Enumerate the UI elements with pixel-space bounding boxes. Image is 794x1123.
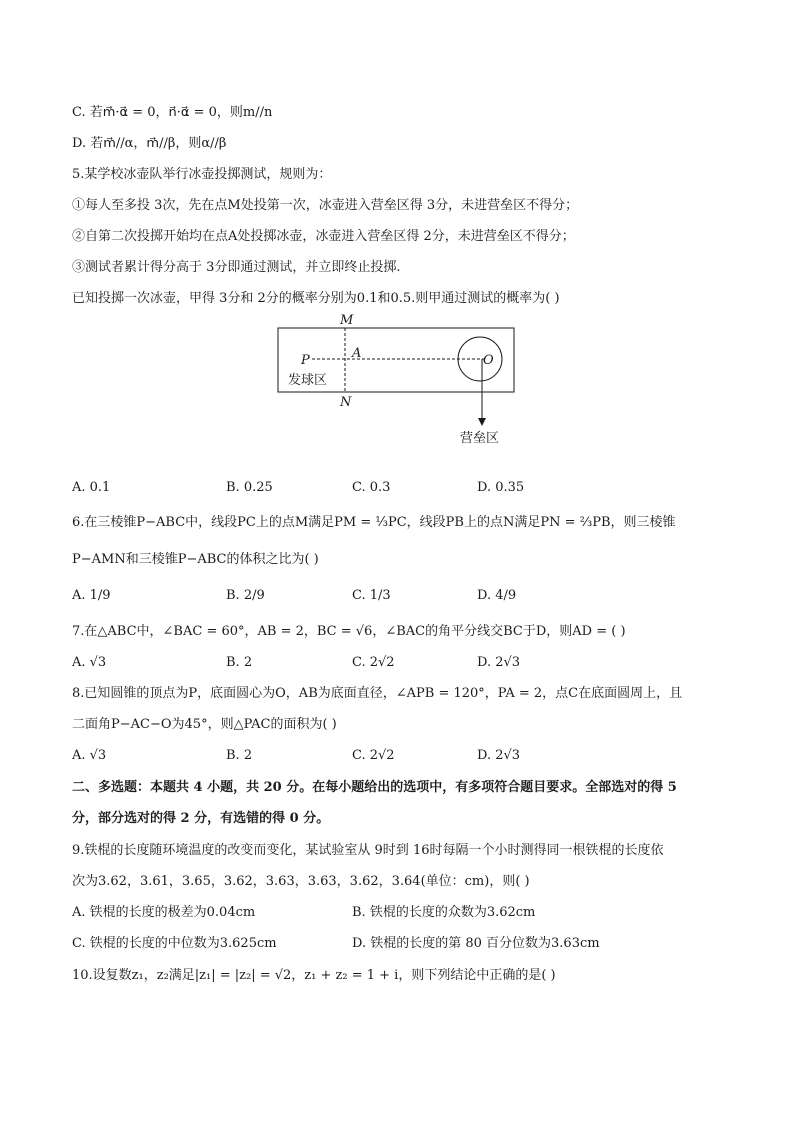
- q9-option-a: A. 铁棍的长度的极差为0.04cm: [72, 905, 256, 920]
- section-2-heading-cont: 分，部分选对的得 2 分，有选错的得 0 分。: [72, 811, 330, 826]
- question-6-stem: 6.在三棱锥P−ABC中，线段PC上的点M满足PM = ⅓PC，线段PB上的点N满足PN = ⅔PB，则三棱锥: [72, 515, 676, 530]
- question-8-stem: 8.已知圆锥的顶点为P，底面圆心为O，AB为底面直径，∠APB = 120°，PA = 2，点C在底面圆周上，且: [72, 686, 683, 701]
- q7-option-d: D. 2√3: [477, 655, 521, 670]
- q6-option-b: B. 2/9: [226, 588, 265, 603]
- question-5-condition: 已知投掷一次冰壶，甲得 3分和 2分的概率分别为0.1和0.5.则甲通过测试的概率为( ): [72, 291, 560, 306]
- label-house-area: 营垒区: [460, 431, 500, 446]
- question-9-stem-cont: 次为3.62，3.61，3.65，3.62，3.63，3.63，3.62，3.64(单位：cm)，则( ): [72, 874, 530, 889]
- q7-option-c: C. 2√2: [352, 655, 395, 670]
- q8-option-b: B. 2: [226, 748, 253, 763]
- question-9-stem: 9.铁棍的长度随环境温度的改变而变化，某试验室从 9时到 16时每隔一个小时测得同一根铁棍的长度依: [72, 843, 664, 858]
- label-a: A: [352, 346, 362, 361]
- label-n: N: [340, 395, 352, 410]
- section-2-heading: 二、多选题：本题共 4 小题，共 20 分。在每小题给出的选项中，有多项符合题目要求。全部选对的得 5: [72, 780, 677, 795]
- question-5-rule-1: ①每人至多投 3次，先在点M处投第一次，冰壶进入营垒区得 3分，未进营垒区不得分；: [72, 198, 579, 213]
- house-pointer-arrow: [478, 418, 486, 426]
- q7-option-b: B. 2: [226, 655, 253, 670]
- q9-option-b: B. 铁棍的长度的众数为3.62cm: [352, 905, 536, 920]
- q4-option-d: D. 若m⃗//α，m⃗//β，则α//β: [72, 136, 227, 151]
- q5-option-b: B. 0.25: [226, 480, 273, 495]
- question-10-stem: 10.设复数z₁，z₂满足|z₁| = |z₂| = √2，z₁ + z₂ = 1 + i，则下列结论中正确的是( ): [72, 968, 556, 983]
- label-o: O: [483, 353, 494, 368]
- question-5-rule-2: ②自第二次投掷开始均在点A处投掷冰壶，冰壶进入营垒区得 2分，未进营垒区不得分；: [72, 229, 575, 244]
- q5-option-d: D. 0.35: [477, 480, 525, 495]
- label-tee-area: 发球区: [288, 373, 328, 388]
- question-6-stem-cont: P−AMN和三棱锥P−ABC的体积之比为( ): [72, 552, 319, 567]
- q6-option-c: C. 1/3: [352, 588, 391, 603]
- q6-option-a: A. 1/9: [72, 588, 111, 603]
- q8-option-c: C. 2√2: [352, 748, 395, 763]
- q6-option-d: D. 4/9: [477, 588, 517, 603]
- label-p: P: [301, 353, 310, 368]
- label-m: M: [340, 313, 354, 328]
- question-5-stem: 5.某学校冰壶队举行冰壶投掷测试，规则为：: [72, 167, 332, 182]
- question-8-stem-cont: 二面角P−AC−O为45°，则△PAC的面积为( ): [72, 717, 337, 732]
- question-5-rule-3: ③测试者累计得分高于 3分即通过测试，并立即终止投掷.: [72, 260, 401, 275]
- q8-option-a: A. √3: [72, 748, 107, 763]
- q9-option-c: C. 铁棍的长度的中位数为3.625cm: [72, 936, 277, 951]
- q8-option-d: D. 2√3: [477, 748, 521, 763]
- q7-option-a: A. √3: [72, 655, 107, 670]
- q5-option-a: A. 0.1: [72, 480, 111, 495]
- curling-diagram: [270, 312, 520, 452]
- question-7-stem: 7.在△ABC中，∠BAC = 60°，AB = 2，BC = √6，∠BAC的角平分线交BC于D，则AD = ( ): [72, 624, 626, 639]
- q5-option-c: C. 0.3: [352, 480, 391, 495]
- q9-option-d: D. 铁棍的长度的第 80 百分位数为3.63cm: [352, 936, 600, 951]
- q4-option-c: C. 若m⃗·α⃗ = 0，n⃗·α⃗ = 0，则m//n: [72, 105, 273, 120]
